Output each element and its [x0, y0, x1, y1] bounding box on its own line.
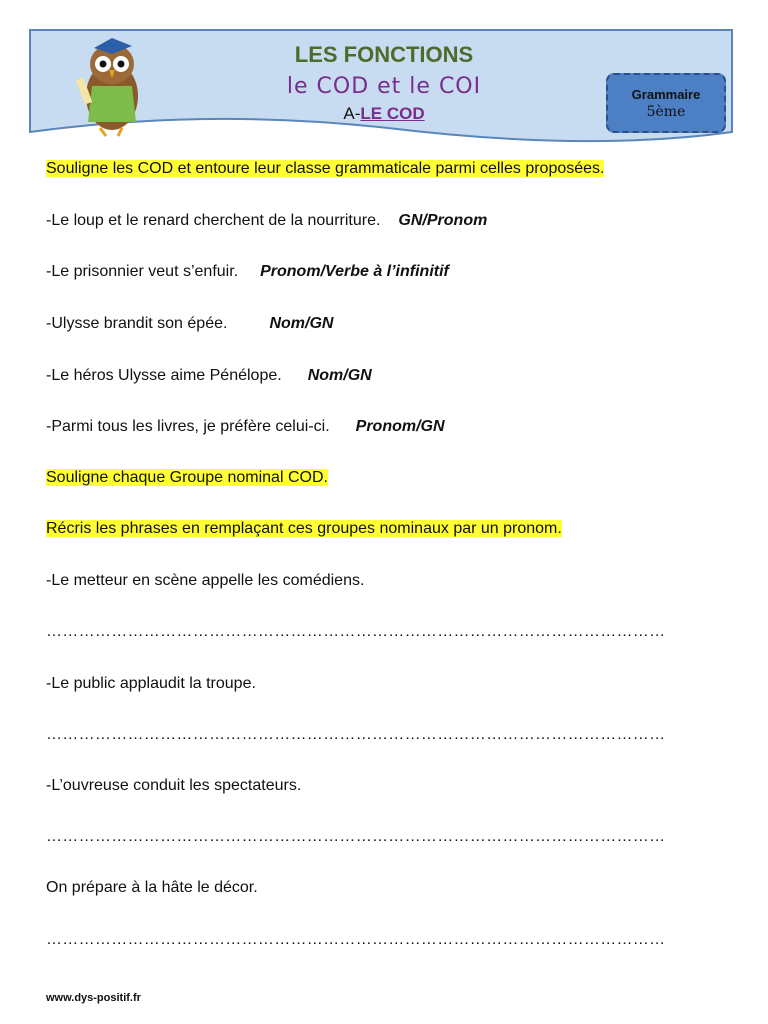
section-prefix: A-: [343, 104, 361, 123]
answer-line[interactable]: ……………………………………………………………………………………………………: [46, 828, 666, 845]
exercise2-sentence: -Le metteur en scène appelle les comédiens.: [46, 572, 365, 589]
answer-line[interactable]: ……………………………………………………………………………………………………: [46, 726, 666, 743]
worksheet-title: LES FONCTIONS: [294, 42, 474, 67]
footer-website: www.dys-positif.fr: [46, 992, 141, 1004]
answer-line[interactable]: ……………………………………………………………………………………………………: [46, 931, 666, 948]
exercise1-item: [46, 263, 449, 281]
item-options: Nom/GN: [307, 367, 372, 384]
item-options: GN/Pronom: [398, 212, 488, 229]
item-sentence: -Le loup et le renard cherchent de la nourriture.: [46, 212, 381, 229]
exercise1-item: [46, 212, 487, 230]
worksheet-subtitle: le COD et le COI: [286, 74, 482, 99]
exercise2-sentence: On prépare à la hâte le décor.: [46, 879, 258, 896]
item-sentence: -Le prisonnier veut s’enfuir.: [46, 263, 239, 280]
section-name: LE COD: [360, 104, 425, 123]
item-options: Pronom/Verbe à l’infinitif: [260, 263, 449, 280]
item-sentence: -Le héros Ulysse aime Pénélope.: [46, 367, 282, 384]
exercise1-item: [46, 315, 333, 333]
exercise2-instruction-1: Souligne chaque Groupe nominal COD.: [46, 469, 328, 486]
exercise1-item: [46, 418, 445, 436]
badge-level: 5ème: [646, 104, 686, 120]
level-badge: [606, 73, 726, 133]
badge-subject: Grammaire: [631, 87, 701, 102]
answer-line[interactable]: ……………………………………………………………………………………………………: [46, 623, 666, 640]
exercise2-instruction-2: Récris les phrases en remplaçant ces groupes nominaux par un pronom.: [46, 520, 562, 537]
exercise1-instruction: Souligne les COD et entoure leur classe grammaticale parmi celles proposées.: [46, 160, 605, 177]
item-sentence: -Parmi tous les livres, je préfère celui-ci.: [46, 418, 330, 435]
item-options: Nom/GN: [269, 315, 334, 332]
item-options: Pronom/GN: [355, 418, 445, 435]
exercise1-item: [46, 367, 372, 385]
exercise2-sentence: -Le public applaudit la troupe.: [46, 675, 256, 692]
item-sentence: -Ulysse brandit son épée.: [46, 315, 228, 332]
exercise2-sentence: -L’ouvreuse conduit les spectateurs.: [46, 777, 302, 794]
